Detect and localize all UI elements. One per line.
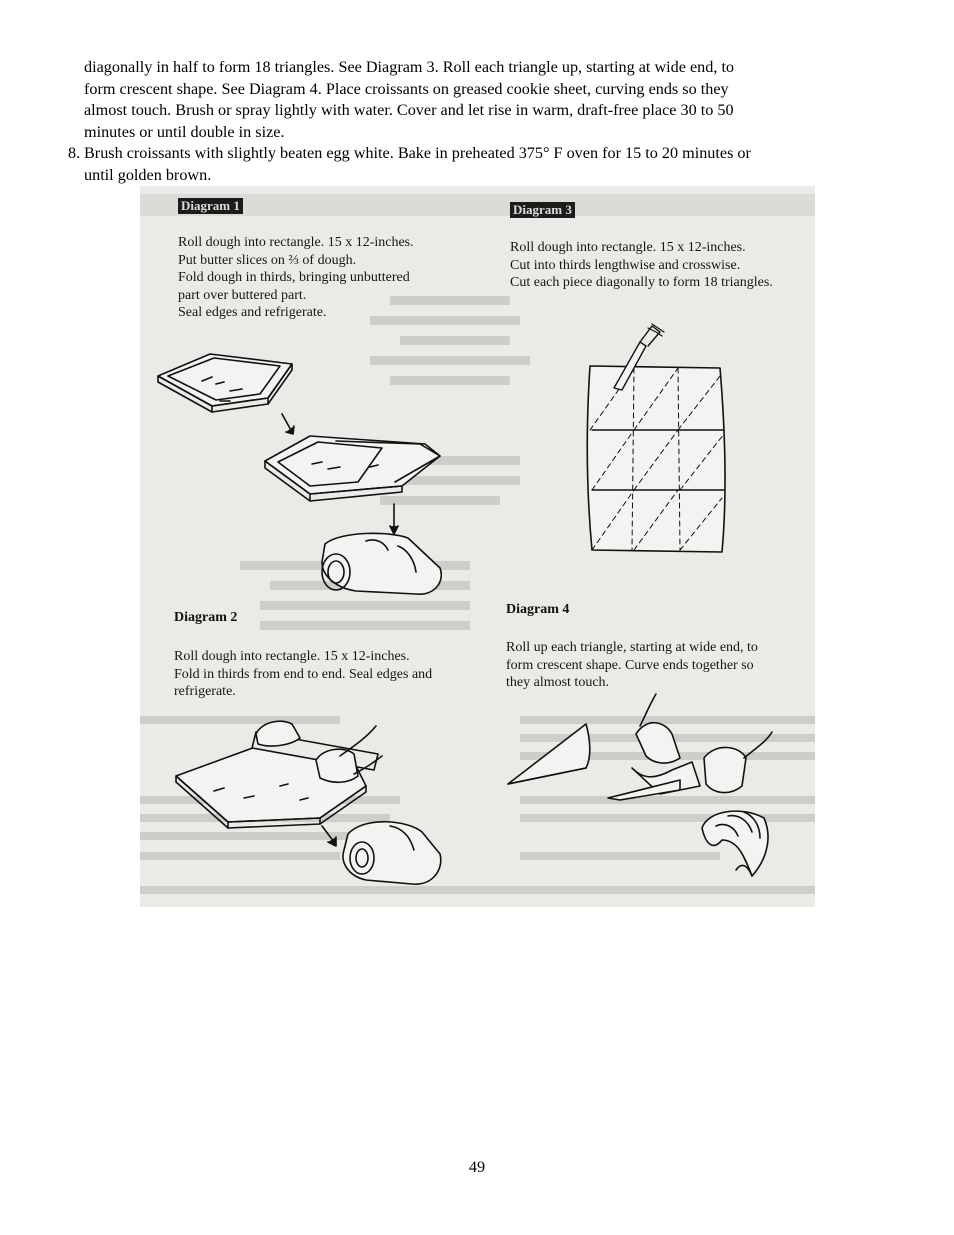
- croissant-diagrams-scan: [140, 186, 815, 907]
- text-line: form crescent shape. See Diagram 4. Place croissants on greased cookie sheet, curving ends so they: [84, 79, 729, 98]
- caption-line: Cut into thirds lengthwise and crosswise.: [510, 257, 741, 273]
- text-line: minutes or until double in size.: [84, 122, 285, 141]
- step-number: 8.: [68, 144, 81, 163]
- caption-line: Fold in thirds from end to end. Seal edges and: [174, 666, 433, 682]
- diagram-1-title: Diagram 1: [178, 198, 243, 214]
- caption-line: Roll dough into rectangle. 15 x 12-inches.: [178, 235, 414, 250]
- caption-line: refrigerate.: [174, 684, 236, 699]
- diagram-4-caption: [506, 639, 758, 692]
- text-line: Brush croissants with slightly beaten egg white. Bake in preheated 375° F oven for 15 to 20 minutes or: [84, 144, 751, 163]
- instructions-text: [64, 57, 894, 187]
- diagram-2-title: Diagram 2: [174, 610, 238, 625]
- caption-line: Put butter slices on ⅔ of dough.: [178, 252, 357, 268]
- caption-line: Roll dough into rectangle. 15 x 12-inches.: [510, 240, 746, 255]
- caption-line: Seal edges and refrigerate.: [178, 305, 327, 320]
- caption-line: Cut each piece diagonally to form 18 triangles.: [510, 275, 773, 290]
- step7-continuation: [64, 57, 894, 143]
- page-number: 49: [468, 1158, 486, 1176]
- text-line: until golden brown.: [84, 165, 212, 184]
- caption-line: Roll dough into rectangle. 15 x 12-inches.: [174, 649, 410, 664]
- step-8: [64, 143, 894, 186]
- diagram-2-caption: [174, 648, 432, 701]
- caption-line: Roll up each triangle, starting at wide end, to: [506, 640, 758, 655]
- caption-line: part over buttered part.: [178, 287, 307, 303]
- caption-line: form crescent shape. Curve ends together so: [506, 657, 754, 673]
- text-line: diagonally in half to form 18 triangles. See Diagram 3. Roll each triangle up, starting at wide end, to: [84, 58, 735, 76]
- caption-line: they almost touch.: [506, 675, 610, 690]
- diagram-3-caption: [510, 239, 773, 292]
- caption-line: Fold dough in thirds, bringing unbuttered: [178, 270, 410, 285]
- diagram-4-title: Diagram 4: [506, 602, 570, 617]
- diagram-3-title: Diagram 3: [510, 202, 575, 218]
- diagram-1-caption: [178, 234, 414, 322]
- text-line: almost touch. Brush or spray lightly with water. Cover and let rise in warm, draft-free place 30 to 50: [84, 101, 734, 120]
